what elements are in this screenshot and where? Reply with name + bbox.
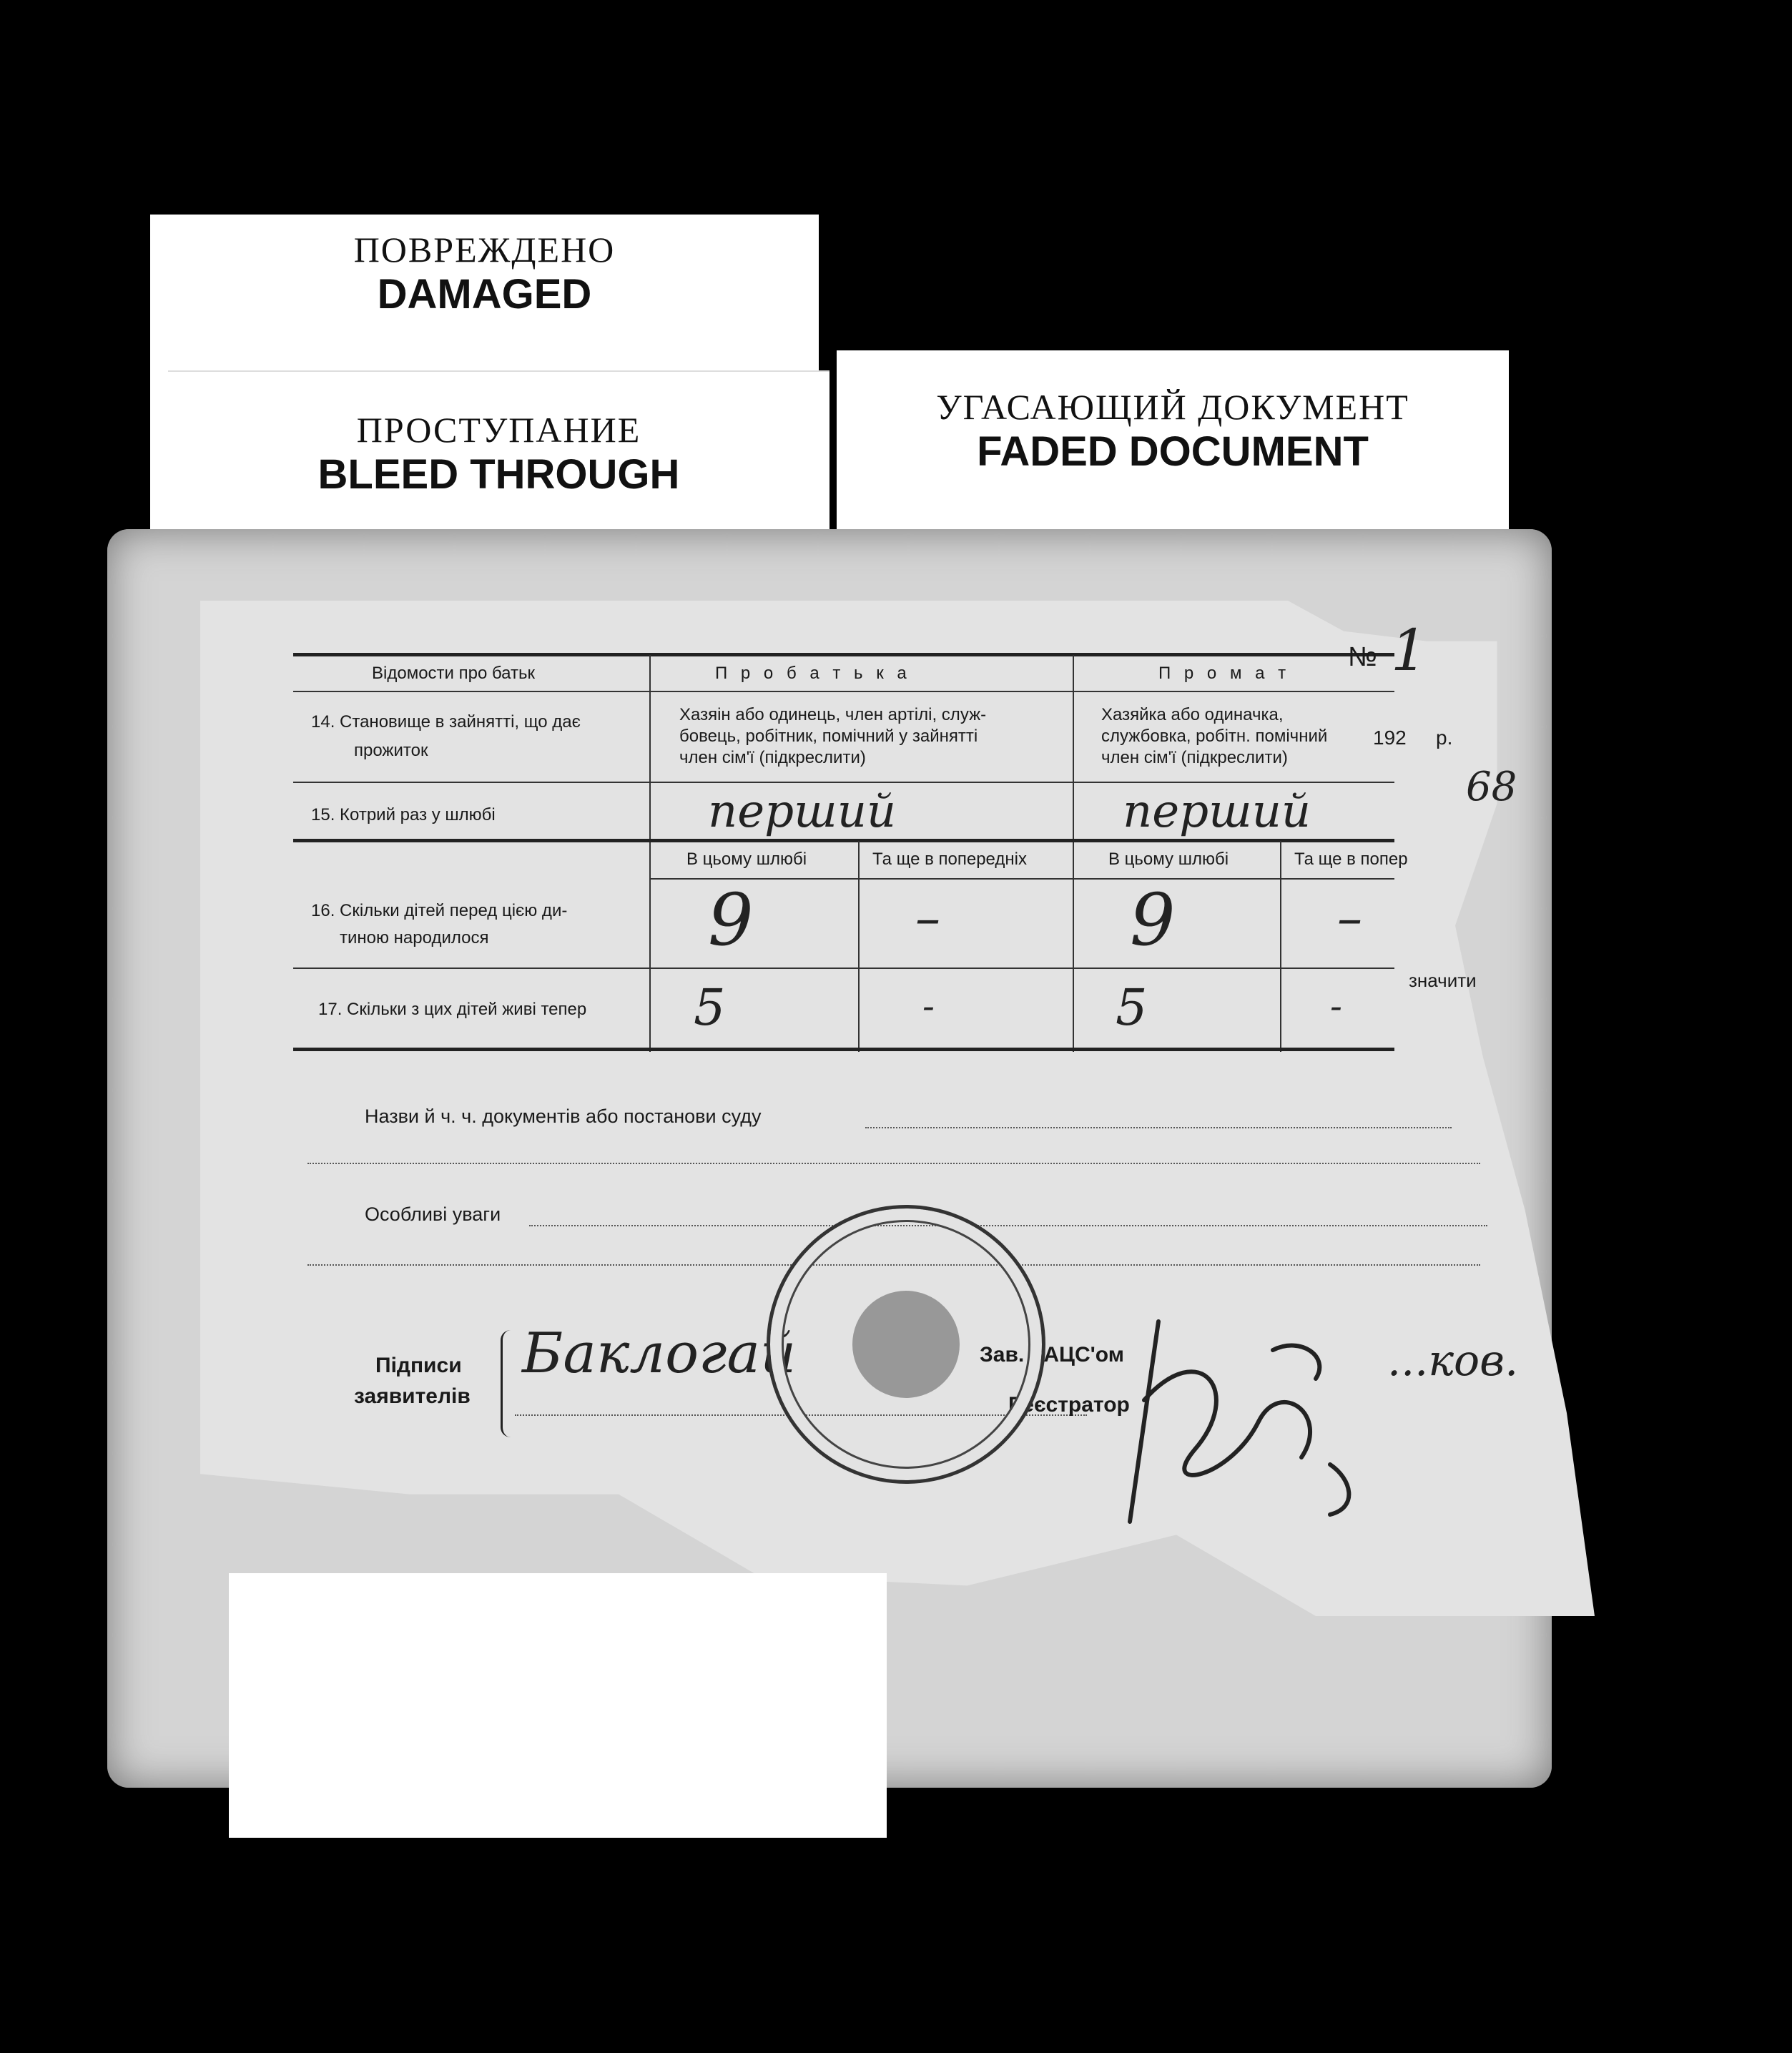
- subheader-mother-prev: Та ще в попер: [1294, 850, 1408, 869]
- row14-mother-line2: службовка, робітн. помічний: [1101, 727, 1328, 746]
- faded-label-ru: УГАСАЮЩИЙ ДОКУМЕНТ: [936, 387, 1409, 427]
- row14-label: 14. Становище в зайнятті, що дає: [311, 712, 581, 732]
- year-suffix: р.: [1436, 727, 1453, 749]
- head-label: Зав. ЗАЦС'ом: [980, 1343, 1124, 1367]
- header-rule: [293, 691, 1394, 692]
- row14-label-cont: прожиток: [354, 741, 428, 760]
- row16-mother-prev: –: [1337, 889, 1362, 947]
- row16-father-this: 9: [708, 878, 754, 962]
- row17-father-this: 5: [694, 978, 726, 1037]
- row14-father-line2: бовець, робітник, помічний у зайнятті: [679, 727, 978, 746]
- signature-brace: [501, 1330, 517, 1437]
- official-seal-stamp: [767, 1205, 1045, 1484]
- row17-label: 17. Скільки з цих дітей живі тепер: [318, 1000, 587, 1019]
- row15-rule: [293, 839, 1394, 842]
- row15-mother-handwritten: перший: [1123, 785, 1311, 838]
- signatures-label: Підписи: [375, 1354, 462, 1377]
- row16-father-prev: –: [915, 889, 940, 947]
- bleed-label-en: BLEED THROUGH: [317, 451, 680, 498]
- head-signature: ...ков.: [1387, 1336, 1519, 1386]
- remarks-line: [529, 1225, 1487, 1226]
- sub-divider-1: [858, 841, 860, 1052]
- subheader-rule: [649, 878, 1394, 880]
- documents-line: [865, 1127, 1452, 1128]
- subheader-father-prev: Та ще в попередніх: [872, 850, 1027, 869]
- documents-label: Назви й ч. ч. документів або постанови суду: [365, 1106, 762, 1127]
- table-bottom-rule: [293, 1048, 1394, 1051]
- side-number-handwritten: 68: [1466, 764, 1517, 810]
- faded-label-en: FADED DOCUMENT: [977, 428, 1369, 475]
- row17-father-prev: -: [922, 985, 935, 1027]
- damaged-label-en: DAMAGED: [377, 271, 592, 317]
- registrar-label: Реєстратор: [1008, 1393, 1130, 1417]
- row16-rule: [293, 968, 1394, 969]
- registrar-signature-scribble: [1116, 1293, 1416, 1550]
- documents-line-2: [307, 1163, 1480, 1164]
- sub-divider-2: [1280, 841, 1281, 1052]
- row16-mother-this: 9: [1130, 878, 1176, 962]
- bleed-label-ru: ПРОСТУПАНИЕ: [356, 410, 641, 450]
- row14-mother-line3: член сім'ї (підкреслити): [1101, 748, 1288, 767]
- row15-label: 15. Котрий раз у шлюбі: [311, 805, 496, 824]
- row16-label-cont: тиною народилося: [340, 928, 489, 947]
- record-number-label: №: [1348, 642, 1377, 672]
- column-divider-1: [649, 655, 651, 1052]
- record-number-handwritten: 1: [1391, 617, 1427, 684]
- column-header-mother: П р о м а т: [1158, 664, 1291, 683]
- row17-mother-this: 5: [1116, 978, 1148, 1037]
- applicant-signature: Баклогай: [522, 1321, 797, 1386]
- row14-father-line1: Хазяін або одинець, член артілі, служ-: [679, 705, 987, 724]
- year-label: 192: [1373, 727, 1407, 749]
- remarks-label: Особливі уваги: [365, 1203, 501, 1225]
- row17-mother-prev: -: [1330, 985, 1342, 1027]
- signatures-label-cont: заявителів: [354, 1384, 471, 1408]
- subheader-mother-this: В цьому шлюбі: [1108, 850, 1229, 869]
- table-top-rule: [293, 653, 1394, 656]
- seal-emblem: [852, 1291, 960, 1398]
- damaged-label-ru: ПОВРЕЖДЕНО: [353, 230, 616, 270]
- row14-mother-line1: Хазяйка або одиначка,: [1101, 705, 1284, 724]
- row14-rule: [293, 782, 1394, 783]
- side-word: значити: [1409, 970, 1477, 991]
- column-header-father: П р о б а т ь к а: [715, 664, 911, 683]
- column-divider-2: [1073, 655, 1074, 1052]
- row15-father-handwritten: перший: [708, 785, 897, 838]
- row14-father-line3: член сім'ї (підкреслити): [679, 748, 866, 767]
- column-header-info: Відомости про батьк: [372, 664, 535, 683]
- subheader-father-this: В цьому шлюбі: [686, 850, 807, 869]
- blank-cover-patch: [229, 1573, 887, 1838]
- row16-label: 16. Скільки дітей перед цією ди-: [311, 901, 568, 920]
